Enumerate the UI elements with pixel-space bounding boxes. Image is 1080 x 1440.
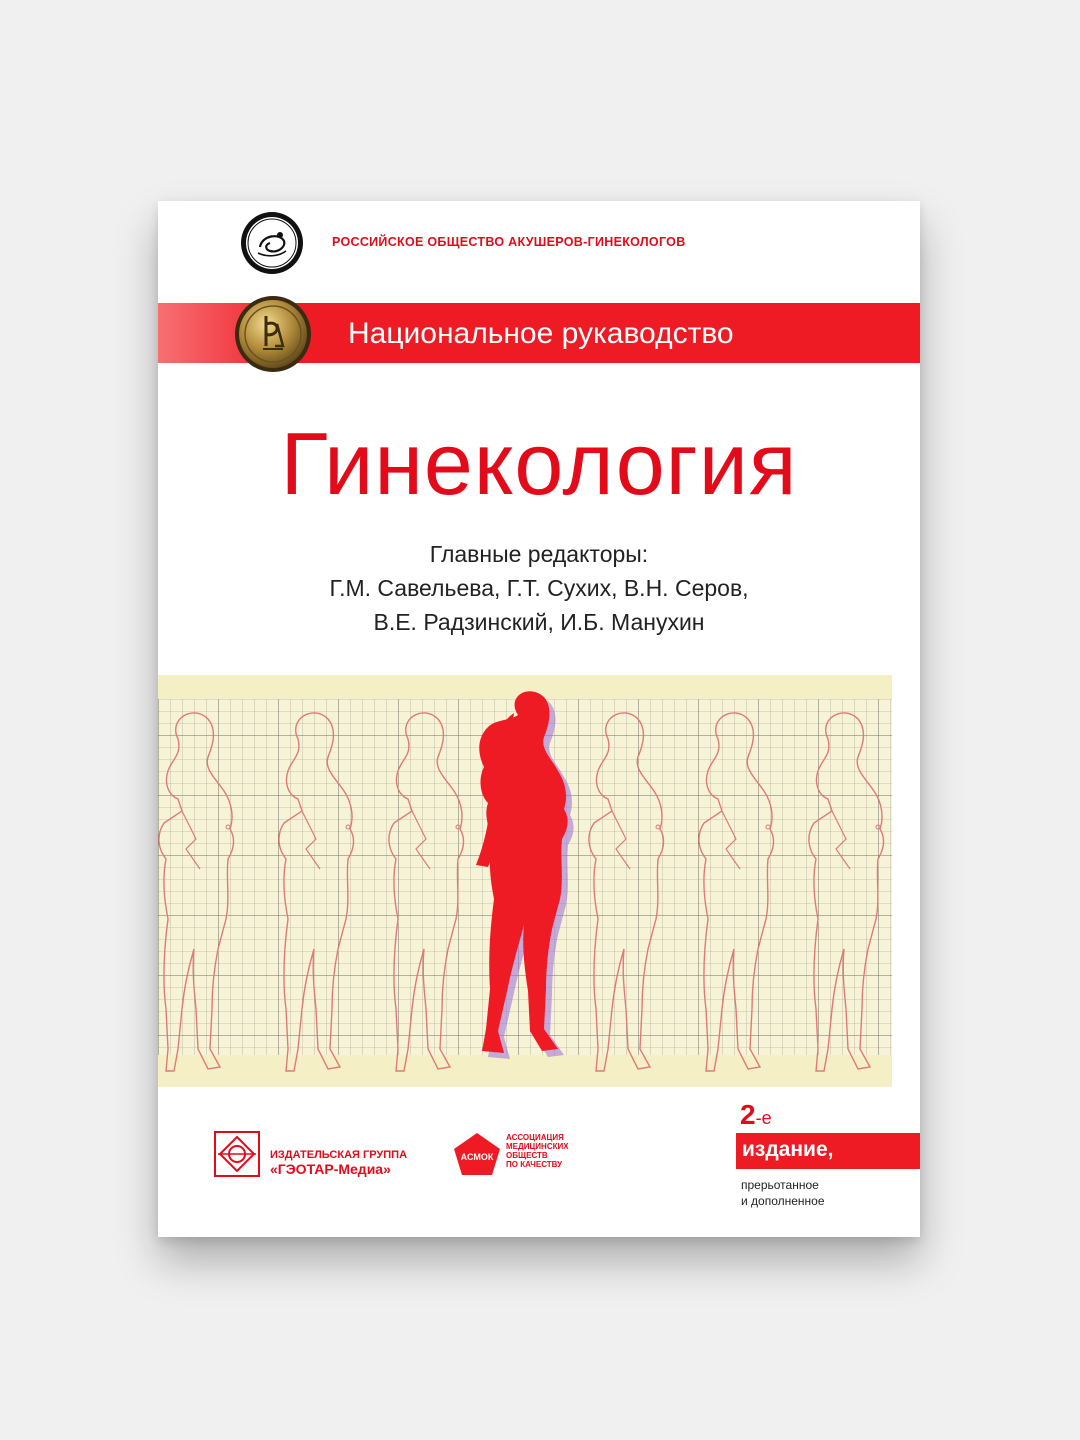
- association-line-1: АССОЦИАЦИЯ: [506, 1133, 564, 1142]
- editors-block: [158, 537, 920, 639]
- association-line-3: ОБЩЕСТВ: [506, 1151, 548, 1160]
- publisher-line-2: «ГЭОТАР-Медиа»: [270, 1161, 391, 1177]
- gold-medal-icon: [233, 294, 313, 374]
- association-line-2: МЕДИЦИНСКИХ: [506, 1142, 569, 1151]
- book-title: Гинекология: [280, 414, 798, 513]
- asmok-pentagon-icon: [452, 1131, 502, 1177]
- edition-note-line-1: прерьотанное: [741, 1178, 819, 1192]
- edition-band: [736, 1133, 920, 1169]
- publisher-line-1: ИЗДАТЕЛЬСКАЯ ГРУППА: [270, 1149, 408, 1161]
- edition-number-suffix: -е: [755, 1108, 772, 1128]
- edition-number: [740, 1099, 772, 1131]
- asmok-badge-text: АСМОК: [460, 1152, 494, 1162]
- series-label: Национальное рукаводство: [348, 317, 734, 350]
- cover-illustration: [158, 675, 892, 1087]
- geotar-logo-icon: [214, 1131, 260, 1177]
- association-name: [506, 1133, 569, 1169]
- book-cover: [158, 201, 920, 1237]
- association-line-4: ПО КАЧЕСТВУ: [506, 1160, 563, 1169]
- editors-line-1: Г.М. Савельева, Г.Т. Сухих, В.Н. Серов,: [329, 575, 749, 601]
- society-seal-icon: [240, 211, 304, 275]
- edition-word: издание,: [742, 1138, 834, 1161]
- edition-number-value: 2: [740, 1099, 756, 1130]
- edition-note-line-2: и дополненное: [741, 1194, 825, 1208]
- society-name: РОССИЙСКОЕ ОБЩЕСТВО АКУШЕРОВ-ГИНЕКОЛОГОВ: [332, 235, 686, 249]
- edition-note: [741, 1177, 825, 1209]
- editors-line-2: В.Е. Радзинский, И.Б. Манухин: [373, 609, 705, 635]
- publisher-name: [270, 1148, 407, 1176]
- editors-heading: Главные редакторы:: [429, 541, 649, 567]
